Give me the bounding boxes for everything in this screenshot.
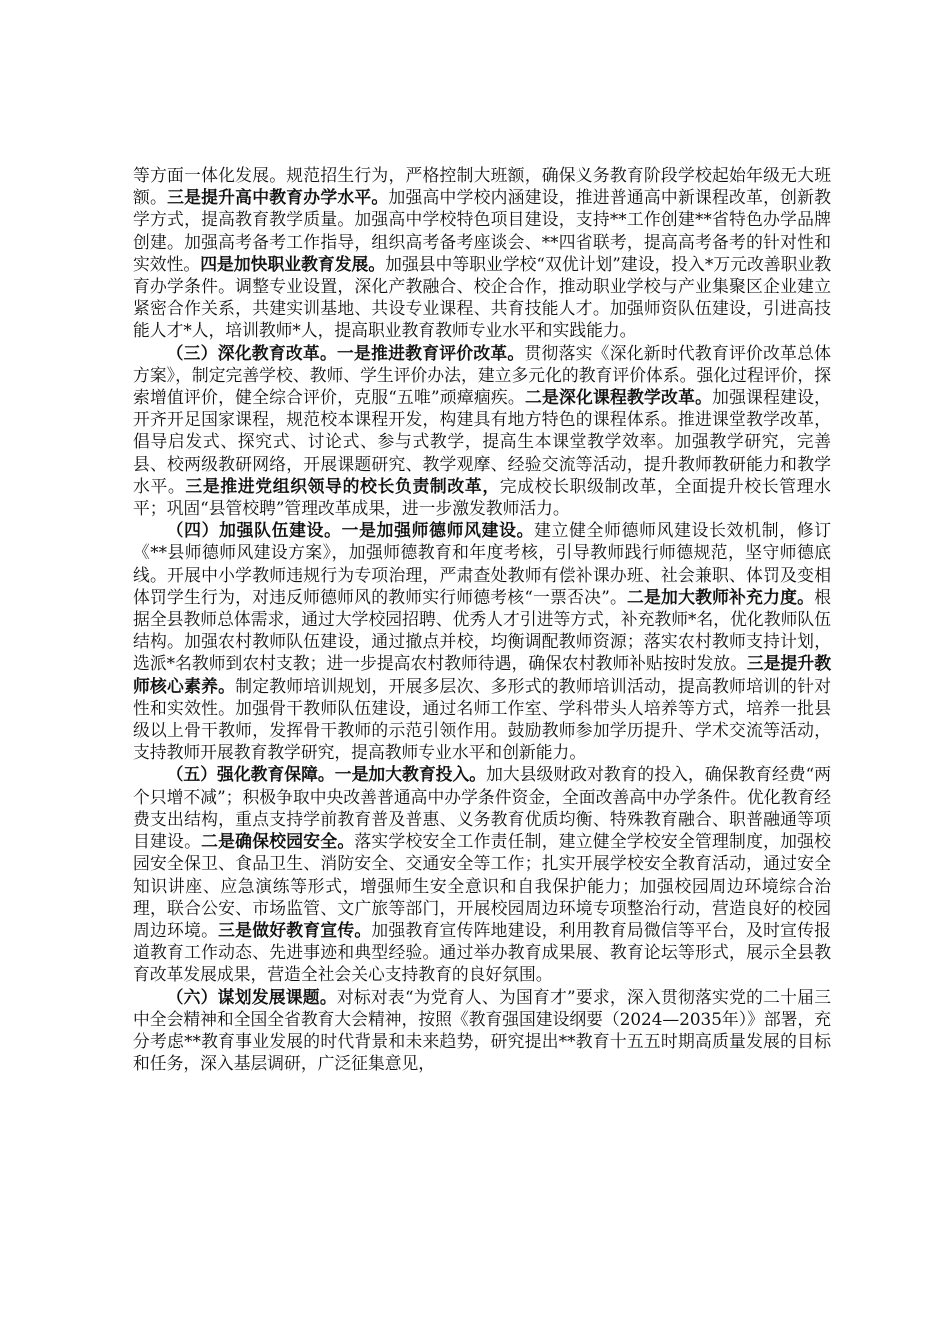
paragraph-section-4 [133,519,831,763]
bold-heading-run: （三）深化教育改革。一是推进教育评价改革。 [166,342,525,363]
bold-heading-run: （四）加强队伍建设。一是加强师德师风建设。 [166,520,535,541]
text-run: 加强教育宣传阵地建设，利用教育局微信等平台，及时宣传报道教育工作动态、先进事迹和典型经验。通过举办教育成果展、教育论坛等形式，展示全县教育改革发展成果，营造全社会关心支持教育的良好氛围。 [133,919,831,985]
bold-heading-run: 四是加快职业教育发展。 [200,253,386,274]
bold-heading-run: 三是提升教师核心素养。 [133,653,831,696]
bold-heading-run: 三是做好教育宣传。 [218,919,372,940]
paragraph-section-3 [133,342,831,520]
bold-heading-run: 二是确保校园安全。 [201,831,355,852]
bold-heading-run: 三是推进党组织领导的校长负责制改革， [185,475,500,496]
bold-heading-run: （五）强化教育保障。一是加大教育投入。 [166,764,487,785]
document-body [133,164,831,1074]
text-run: 加大县级财政对教育的投入，确保教育经费“两个只增不减”；积极争取中央改善普通高中办学条件资金，全面改善高中办学条件。优化教育经费支出结构，重点支持学前教育普及普惠、义务教育优质均衡、特殊教育融合、职普融通等项目建设。 [133,764,831,852]
text-run: 完成校长职级制改革，全面提升校长管理水平；巩固“县管校聘”管理改革成果，进一步激发教师活力。 [133,475,831,519]
bold-heading-run: （六）谋划发展课题。 [166,986,337,1007]
text-run: 根据全县教师总体需求，通过大学校园招聘、优秀人才引进等方式，补充教师*名，优化教师队伍结构。加强农村教师队伍建设，通过撤点并校，均衡调配教师资源；落实农村教师支持计划，选派*名教师到农村支教；进一步提高农村教师待遇，确保农村教师补贴按时发放。 [133,586,831,674]
text-run: 等方面一体化发展。规范招生行为，严格控制大班额，确保义务教育阶段学校起始年级无大班额。 [133,165,831,208]
bold-heading-run: 二是深化课程教学改革。 [524,387,713,408]
text-run: 贯彻落实《深化新时代教育评价改革总体方案》，制定完善学校、教师、学生评价办法，建立多元化的教育评价体系。强化过程评价，探索增值评价，健全综合评价，克服“五唯”顽瘴痼疾。 [133,342,831,408]
bold-heading-run: 二是加大教师补充力度。 [627,586,815,607]
paragraph-section-5 [133,763,831,985]
text-run: 制定教师培训规划，开展多层次、多形式的教师培训活动，提高教师培训的针对性和实效性。加强骨干教师队伍建设，通过名师工作室、学科带头人培养等方式，培养一批县级以上骨干教师，发挥骨干教师的示范引领作用。鼓励教师参加学历提升、学术交流等活动，支持教师开展教育教学研究，提高教师专业水平和创新能力。 [133,675,831,763]
text-run: 加强课程建设，开齐开足国家课程，规范校本课程开发，构建具有地方特色的课程体系。推进课堂教学改革，倡导启发式、探究式、讨论式、参与式教学，提高生本课堂教学效率。加强教学研究，完善县、校两级教研网络，开展课题研究、教学观摩、经验交流等活动，提升教师教研能力和教学水平。 [133,387,831,496]
text-run: 加强高中学校内涵建设，推进普通高中新课程改革，创新教学方式，提高教育教学质量。加强高中学校特色项目建设，支持**工作创建**省特色办学品牌创建。加强高考备考工作指导，组织高考备考座谈会、**四省联考，提高高考备考的针对性和实效性。 [133,187,831,274]
paragraph-continuation [133,164,831,342]
text-run: 对标对表“为党育人、为国育才”要求，深入贯彻落实党的二十届三中全会精神和全国全省教育大会精神，按照《教育强国建设纲要（2024—2035年）》部署，充分考虑**教育事业发展的时代背景和未来趋势，研究提出**教育十五五时期高质量发展的目标和任务，深入基层调研，广泛征集意见， [133,986,831,1074]
paragraph-section-6 [133,986,831,1075]
text-run: 建立健全师德师风建设长效机制，修订《**县师德师风建设方案》，加强师德教育和年度考核，引导教师践行师德规范，坚守师德底线。开展中小学教师违规行为专项治理，严肃查处教师有偿补课办班、社会兼职、体罚及变相体罚学生行为，对违反师德师风的教师实行师德考核“一票否决”。 [133,520,831,607]
text-run: 加强县中等职业学校“双优计划”建设，投入*万元改善职业教育办学条件。调整专业设置，深化产教融合、校企合作，推动职业学校与产业集聚区企业建立紧密合作关系，共建实训基地、共设专业课程、共育技能人才。加强师资队伍建设，引进高技能人才*人，培训教师*人，提高职业教育教师专业水平和实践能力。 [133,253,831,341]
text-run: 落实学校安全工作责任制，建立健全学校安全管理制度，加强校园安全保卫、食品卫生、消防安全、交通安全等工作；扎实开展学校安全教育活动，通过安全知识讲座、应急演练等形式，增强师生安全意识和自我保护能力；加强校园周边环境综合治理，联合公安、市场监管、文广旅等部门，开展校园周边环境专项整治行动，营造良好的校园周边环境。 [133,831,831,940]
bold-heading-run: 三是提升高中教育办学水平。 [167,187,389,208]
